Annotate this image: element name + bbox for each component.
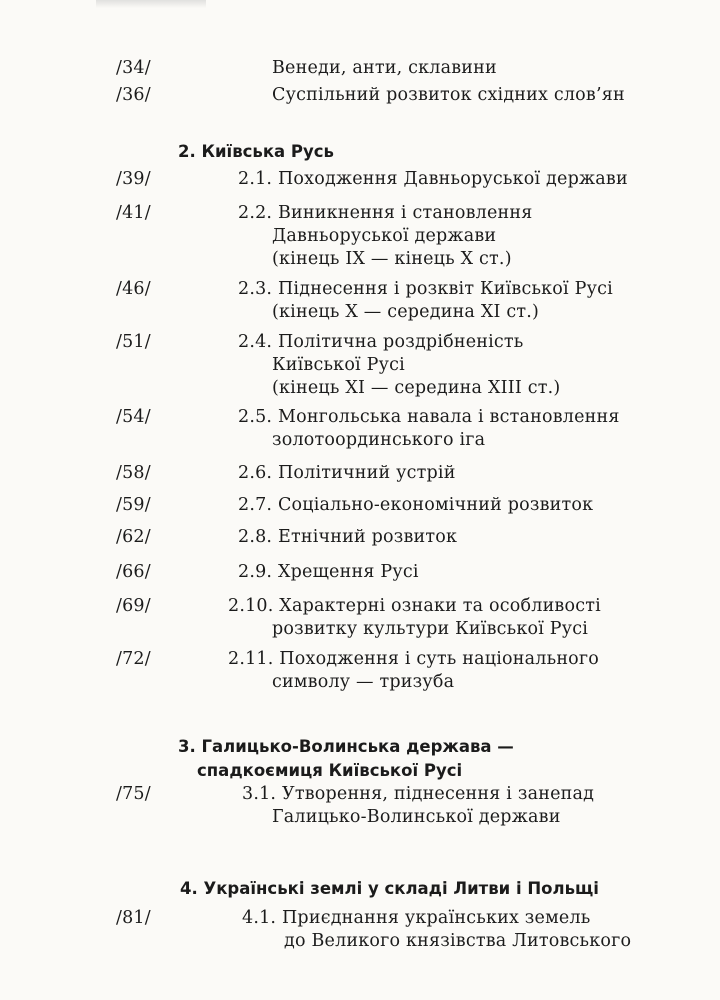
toc-entry-number: 2.10. <box>228 596 274 616</box>
toc-entry[interactable] <box>238 278 613 301</box>
toc-entry-number: 2.8. <box>238 527 273 547</box>
toc-entry-title: Походження Давньоруської держави <box>277 169 628 189</box>
toc-entry[interactable] <box>238 494 593 517</box>
toc-entry-title: Етнічний розвиток <box>277 527 458 547</box>
toc-page-number: /69/ <box>116 596 151 616</box>
toc-entry-title-continued: Галицько-Волинської держави <box>272 807 561 827</box>
toc-entry-title: Монгольська навала і встановлення <box>277 407 620 427</box>
toc-page-number: /75/ <box>116 784 151 804</box>
toc-entry-title: Утворення, піднесення і занепад <box>281 784 595 804</box>
toc-entry-title: Хрещення Русі <box>277 562 419 582</box>
toc-page-number: /58/ <box>116 463 151 483</box>
toc-entry[interactable] <box>238 462 456 485</box>
toc-entry-title-continued: (кінець X — середина XI ст.) <box>272 302 540 322</box>
toc-entry-title-continued: Давньоруської держави <box>272 226 497 246</box>
section-heading[interactable]: 2. Київська Русь <box>178 142 334 161</box>
toc-entry-number: 3.1. <box>242 784 277 804</box>
toc-entry-number: 2.9. <box>238 562 273 582</box>
top-edge-shadow <box>96 0 206 8</box>
toc-page-number: /62/ <box>116 527 151 547</box>
toc-entry-title[interactable]: Суспільний розвиток східних слов’ян <box>272 85 625 105</box>
toc-entry-title-continued: символу — тризуба <box>272 672 455 692</box>
toc-entry[interactable] <box>238 526 457 549</box>
toc-page-number: /36/ <box>116 85 151 105</box>
toc-page-number: /51/ <box>116 332 151 352</box>
toc-entry-title: Характерні ознаки та особливості <box>279 596 601 616</box>
toc-entry[interactable] <box>242 907 591 930</box>
toc-entry[interactable] <box>228 595 601 618</box>
toc-page-number: /54/ <box>116 407 151 427</box>
toc-entry-number: 2.4. <box>238 332 273 352</box>
toc-entry-title: Соціально-економічний розвиток <box>277 495 594 515</box>
toc-entry[interactable] <box>238 561 419 584</box>
section-heading[interactable]: 4. Українські землі у складі Литви і Польщі <box>180 879 599 898</box>
toc-entry-number: 4.1. <box>242 908 277 928</box>
toc-entry-title: Політичний устрій <box>277 463 456 483</box>
toc-entry-number: 2.7. <box>238 495 273 515</box>
toc-entry[interactable] <box>238 168 628 191</box>
toc-entry-title: Виникнення і становлення <box>277 203 533 223</box>
toc-page-number: /39/ <box>116 169 151 189</box>
toc-entry-title: Політична роздрібненість <box>277 332 524 352</box>
toc-entry-title-continued: Київської Русі <box>272 355 405 375</box>
toc-entry-number: 2.5. <box>238 407 273 427</box>
toc-entry[interactable] <box>238 331 524 354</box>
toc-page-number: /59/ <box>116 495 151 515</box>
toc-entry-title: Походження і суть національного <box>279 649 600 669</box>
toc-entry[interactable] <box>238 406 620 429</box>
toc-entry-title: Піднесення і розквіт Київської Русі <box>277 279 613 299</box>
toc-page-number: /46/ <box>116 279 151 299</box>
section-heading[interactable]: 3. Галицько-Волинська держава — <box>178 737 514 756</box>
toc-entry-number: 2.2. <box>238 203 273 223</box>
toc-entry-title[interactable]: Венеди, анти, склавини <box>272 58 497 78</box>
toc-entry-number: 2.3. <box>238 279 273 299</box>
toc-entry-title: Приєднання українських земель <box>281 908 591 928</box>
toc-page-number: /66/ <box>116 562 151 582</box>
toc-page-number: /34/ <box>116 58 151 78</box>
toc-entry-title-continued: золотоординського іга <box>272 430 486 450</box>
toc-entry-number: 2.1. <box>238 169 273 189</box>
toc-entry-number: 2.6. <box>238 463 273 483</box>
toc-entry[interactable] <box>238 202 532 225</box>
toc-entry-number: 2.11. <box>228 649 274 669</box>
toc-entry-title-continued: розвитку культури Київської Русі <box>272 619 589 639</box>
toc-entry[interactable] <box>242 783 594 806</box>
toc-entry-title-continued: до Великого князівства Литовського <box>284 931 632 951</box>
toc-page-number: /81/ <box>116 908 151 928</box>
toc-entry[interactable] <box>228 648 599 671</box>
toc-page-number: /41/ <box>116 203 151 223</box>
toc-entry-title-continued: (кінець XI — середина XIII ст.) <box>272 378 561 398</box>
toc-page-number: /72/ <box>116 649 151 669</box>
toc-entry-title-continued: (кінець IX — кінець X ст.) <box>272 249 512 269</box>
section-heading-continued: спадкоємиця Київської Русі <box>197 761 463 780</box>
